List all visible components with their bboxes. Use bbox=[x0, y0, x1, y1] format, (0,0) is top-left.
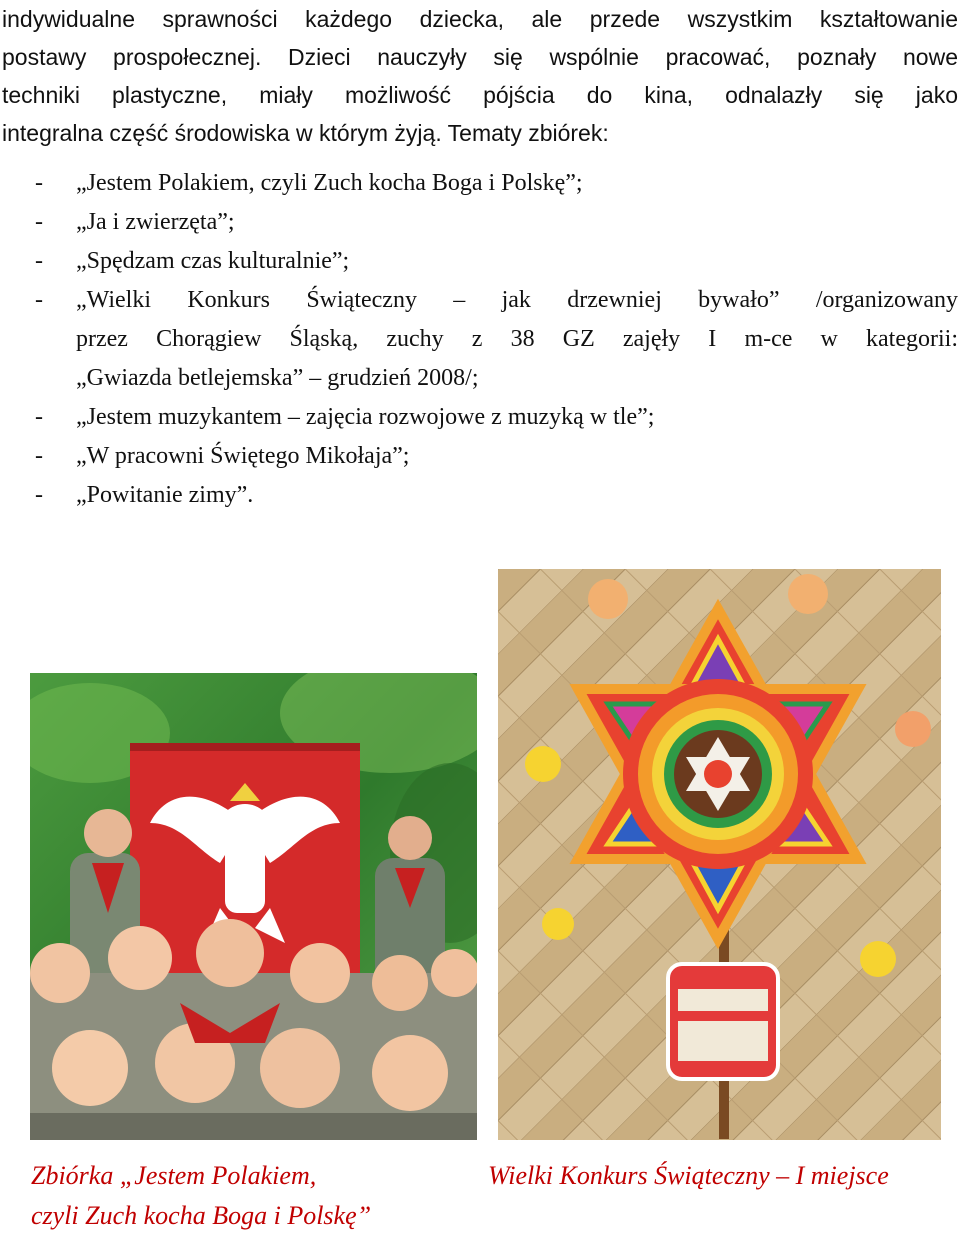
caption-left bbox=[31, 1156, 471, 1236]
list-item bbox=[0, 476, 958, 515]
caption-line: Wielki Konkurs Świąteczny – I miejsce bbox=[488, 1161, 889, 1190]
list-item bbox=[0, 281, 958, 398]
topic-text bbox=[76, 281, 958, 398]
photo-scouts-with-flag bbox=[30, 673, 477, 1140]
photo-scouts-illustration bbox=[30, 673, 477, 1140]
dash-bullet: - bbox=[35, 209, 43, 235]
topics-list bbox=[0, 164, 958, 515]
dash-bullet: - bbox=[35, 443, 43, 469]
topic-text: „Ja i zwierzęta”; bbox=[76, 209, 235, 235]
caption-line: czyli Zuch kocha Boga i Polskę” bbox=[31, 1201, 372, 1230]
topic-line: „Wielki Konkurs Świąteczny – jak drzewniej bywało” /organizowany bbox=[76, 287, 958, 313]
list-item bbox=[0, 242, 958, 281]
caption-line: Zbiórka „Jestem Polakiem, bbox=[31, 1161, 317, 1190]
dash-bullet: - bbox=[35, 170, 43, 196]
intro-line: integralna część środowiska w którym żyją. Tematy zbiórek: bbox=[2, 120, 609, 146]
list-item bbox=[0, 437, 958, 476]
photo-star-illustration bbox=[498, 569, 941, 1140]
topic-text: „Powitanie zimy”. bbox=[76, 482, 254, 508]
topic-text: „Jestem Polakiem, czyli Zuch kocha Boga i Polskę”; bbox=[76, 170, 583, 196]
topic-text: „W pracowni Świętego Mikołaja”; bbox=[76, 443, 410, 469]
dash-bullet: - bbox=[35, 248, 43, 274]
dash-bullet: - bbox=[35, 404, 43, 430]
photo-christmas-star bbox=[498, 569, 941, 1140]
topic-text: „Jestem muzykantem – zajęcia rozwojowe z muzyką w tle”; bbox=[76, 404, 655, 430]
intro-paragraph bbox=[2, 0, 958, 152]
topic-text: „Spędzam czas kulturalnie”; bbox=[76, 248, 350, 274]
intro-line: techniki plastyczne, miały możliwość pójścia do kina, odnalazły się jako bbox=[2, 82, 958, 108]
caption-right bbox=[488, 1156, 958, 1196]
list-item bbox=[0, 203, 958, 242]
dash-bullet: - bbox=[35, 287, 43, 313]
topic-line: przez Chorągiew Śląską, zuchy z 38 GZ zajęły I m-ce w kategorii: bbox=[76, 326, 958, 352]
list-item bbox=[0, 164, 958, 203]
dash-bullet: - bbox=[35, 482, 43, 508]
intro-line: indywidualne sprawności każdego dziecka, ale przede wszystkim kształtowanie bbox=[2, 6, 958, 32]
topic-line: „Gwiazda betlejemska” – grudzień 2008/; bbox=[76, 365, 479, 391]
intro-line: postawy prospołecznej. Dzieci nauczyły się wspólnie pracować, poznały nowe bbox=[2, 44, 958, 70]
list-item bbox=[0, 398, 958, 437]
